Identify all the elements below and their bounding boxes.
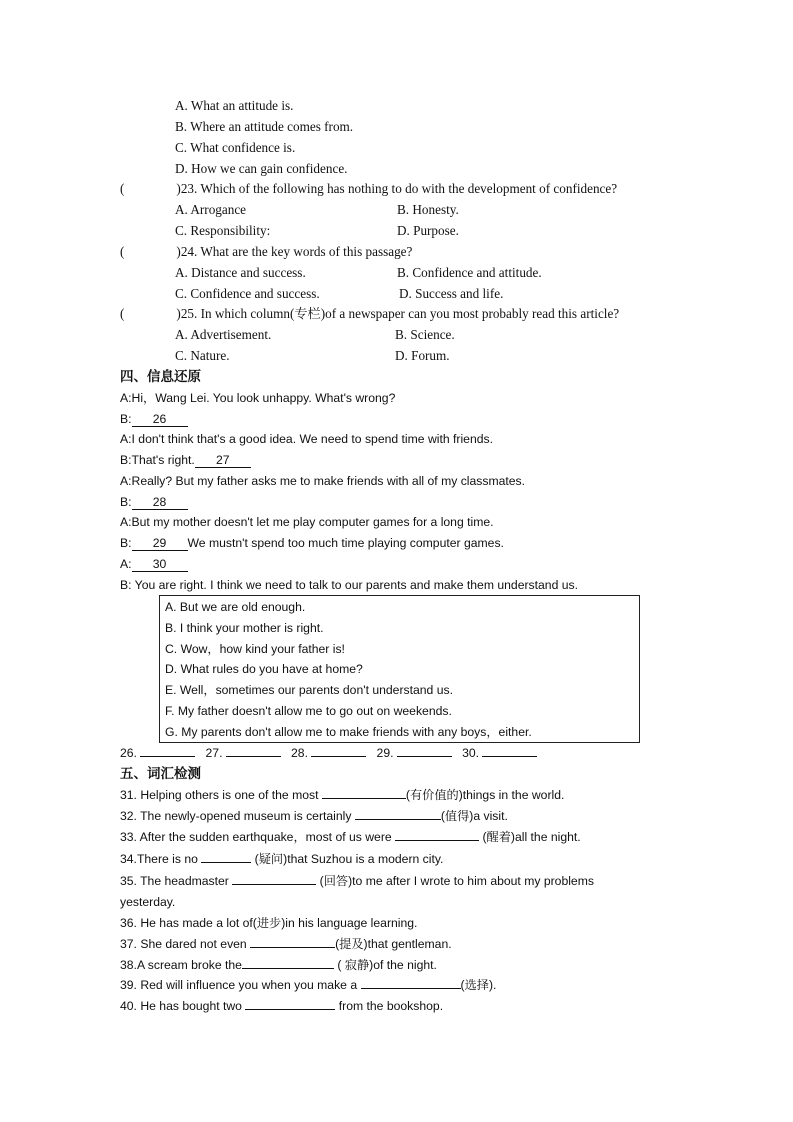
q22-option-c: C. What confidence is.	[175, 140, 296, 155]
dialogue-line: A:But my mother doesn't let me play computer games for a long time.	[120, 515, 494, 529]
answer-paren-close: )	[176, 181, 181, 196]
q22-option-a: A. What an attitude is.	[175, 98, 294, 113]
q23-option-b: B. Honesty.	[397, 202, 459, 217]
q24-option-d: D. Success and life.	[399, 286, 504, 301]
options-box	[159, 595, 640, 743]
dialogue-line: B: You are right. I think we need to talk to our parents and make them understand us.	[120, 578, 578, 592]
option-item: B. I think your mother is right.	[165, 621, 324, 635]
dialogue-line: A: 30	[120, 556, 188, 572]
vocab-blank[interactable]	[361, 988, 461, 989]
vocab-blank[interactable]	[355, 819, 441, 820]
answer-paren-open: (	[120, 181, 125, 196]
q23-stem: ( )23. Which of the following has nothing to do with the development of confidence?	[120, 181, 618, 196]
q25-option-a: A. Advertisement.	[175, 327, 272, 342]
dialogue-line: A:Really? But my father asks me to make friends with all of my classmates.	[120, 474, 526, 488]
answer-row: 26. 27. 28. 29. 30.	[120, 745, 537, 761]
option-item: D. What rules do you have at home?	[165, 662, 363, 676]
dialogue-line: A:I don't think that's a good idea. We need to spend time with friends.	[120, 432, 493, 446]
vocab-item: 32. The newly-opened museum is certainly (值得)a visit.	[120, 809, 508, 823]
vocab-blank[interactable]	[250, 947, 335, 948]
q23-option-d: D. Purpose.	[397, 223, 459, 238]
option-item: F. My father doesn't allow me to go out on weekends.	[165, 704, 452, 718]
answer-blank-27[interactable]: 27	[195, 453, 251, 468]
option-item: C. Wow，how kind your father is!	[165, 642, 345, 656]
answer-blank-26[interactable]: 26	[132, 412, 188, 427]
answer-blank[interactable]	[311, 756, 366, 757]
vocab-blank[interactable]	[395, 840, 479, 841]
vocab-item: 33. After the sudden earthquake，most of us were (醒着)all the night.	[120, 830, 581, 844]
vocab-item: 40. He has bought two from the bookshop.	[120, 999, 444, 1013]
q24-option-a: A. Distance and success.	[175, 265, 306, 280]
answer-blank[interactable]	[397, 756, 452, 757]
q24-option-c: C. Confidence and success.	[175, 286, 320, 301]
answer-blank-28[interactable]: 28	[132, 495, 188, 510]
q25-option-b: B. Science.	[395, 327, 455, 342]
vocab-item: 38.A scream broke the ( 寂静)of the night.	[120, 958, 437, 972]
vocab-item: 35. The headmaster (回答)to me after I wrote to him about my problems	[120, 874, 594, 888]
q25-option-c: C. Nature.	[175, 348, 230, 363]
vocab-item-continued: yesterday.	[120, 895, 176, 909]
dialogue-line: B:That's right. 27	[120, 452, 251, 468]
q25-option-d: D. Forum.	[395, 348, 450, 363]
option-item: A. But we are old enough.	[165, 600, 306, 614]
q24-option-b: B. Confidence and attitude.	[397, 265, 542, 280]
vocab-item: 39. Red will influence you when you make a (选择).	[120, 978, 497, 992]
vocab-blank[interactable]	[245, 1009, 335, 1010]
vocab-blank[interactable]	[242, 968, 334, 969]
section4-heading: 四、信息还原	[120, 369, 201, 385]
answer-blank-29[interactable]: 29	[132, 536, 188, 551]
q23-option-c: C. Responsibility:	[175, 223, 271, 238]
answer-blank[interactable]	[140, 756, 195, 757]
dialogue-line: B: 26	[120, 411, 188, 427]
q22-option-d: D. How we can gain confidence.	[175, 161, 348, 176]
q25-stem: ( )25. In which column(专栏)of a newspaper can you most probably read this article?	[120, 306, 620, 321]
q24-stem: ( )24. What are the key words of this passage?	[120, 244, 413, 259]
dialogue-line: B: 28	[120, 494, 188, 510]
answer-blank[interactable]	[226, 756, 281, 757]
vocab-blank[interactable]	[322, 798, 406, 799]
dialogue-line: B: 29 We mustn't spend too much time playing computer games.	[120, 536, 504, 550]
vocab-item: 34.There is no (疑问)that Suzhou is a modern city.	[120, 852, 444, 866]
vocab-item: 37. She dared not even (提及)that gentleman.	[120, 937, 452, 951]
section5-heading: 五、词汇检测	[120, 766, 201, 782]
dialogue-line: A:Hi，Wang Lei. You look unhappy. What's wrong?	[120, 391, 396, 405]
vocab-item: 36. He has made a lot of(进步)in his language learning.	[120, 916, 418, 930]
option-item: E. Well，sometimes our parents don't understand us.	[165, 683, 453, 697]
vocab-item: 31. Helping others is one of the most (有价值的)things in the world.	[120, 788, 565, 802]
q22-option-b: B. Where an attitude comes from.	[175, 119, 354, 134]
option-item: G. My parents don't allow me to make friends with any boys，either.	[165, 725, 532, 739]
q23-option-a: A. Arrogance	[175, 202, 247, 217]
answer-blank[interactable]	[482, 756, 537, 757]
vocab-blank[interactable]	[201, 862, 251, 863]
answer-blank-30[interactable]: 30	[132, 557, 188, 572]
vocab-blank[interactable]	[232, 884, 316, 885]
